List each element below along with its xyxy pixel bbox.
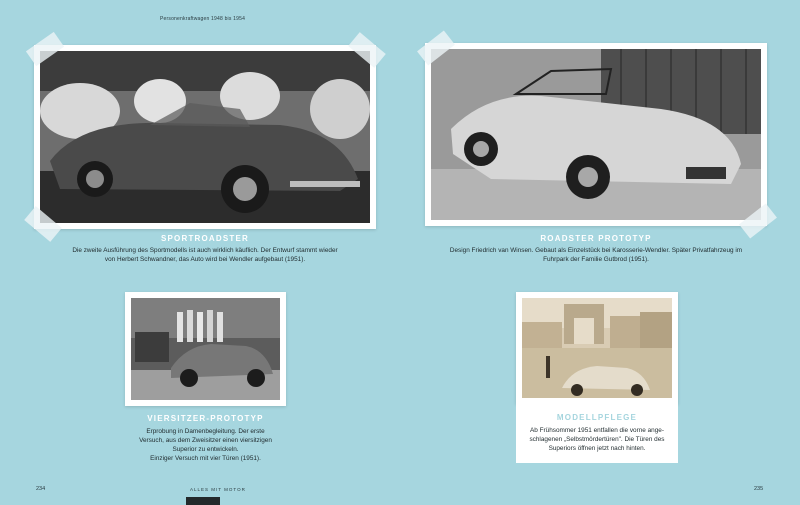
photo-title: SPORTROADSTER [160,234,250,243]
photo-roadster-prototyp [431,49,761,220]
photo-modellpflege [522,298,672,398]
caption-line: Superior zu entwickeln. [172,446,239,453]
footer-bar [186,497,220,505]
section-label: ALLES MIT MOTOR [190,487,246,492]
photo-frame-roadster-prototyp [425,43,767,226]
photo-viersitzer-prototyp [131,298,280,400]
photo-caption [110,427,301,463]
page-number-left: 234 [36,486,46,492]
photo-frame-modellpflege [516,292,678,404]
photo-title: MODELLPFLEGE [556,413,638,422]
caption-line: Die zweite Ausführung des Sportmodells ist auch wirklich käuflich. Der Entwurf stammt wieder [72,247,338,254]
caption-line: Fuhrpark der Familie Gutbrod (1951). [543,256,649,263]
photo-caption [516,426,678,453]
caption-line: Design Friedrich van Winsen. Gebaut als Einzelstück bei Karosserie-Wendler. Später Privatfahrzeug im [449,247,743,254]
caption-box-modellpflege [516,404,678,463]
caption-line: von Herbert Schwandner, das Auto wird bei Wendler aufgebaut (1951). [104,256,306,263]
photo-caption [34,246,376,264]
photo-title: ROADSTER PROTOTYP [540,234,652,243]
photo-sportroadster [40,51,370,223]
caption-line: Erprobung in Damenbegleitung. Der erste [146,428,265,435]
caption-line: Ab Frühsommer 1951 entfallen die vorne ange- [530,427,664,434]
caption-line: Versuch, aus dem Zweisitzer einen viersitzigen [139,437,272,444]
photo-frame-viersitzer-prototyp [125,292,286,406]
caption-line: Superiors öffnen jetzt nach hinten. [548,445,646,452]
page-number-right: 235 [754,486,764,492]
photo-frame-sportroadster [34,45,376,229]
photo-caption [410,246,782,264]
running-head: Personenkraftwagen 1948 bis 1954 [160,16,246,22]
caption-line: Einziger Versuch mit vier Türen (1951). [150,455,261,462]
photo-title: VIERSITZER-PROTOTYP [147,414,264,423]
caption-line: schlagenen „Selbstmördertüren". Die Türen des [529,436,665,443]
